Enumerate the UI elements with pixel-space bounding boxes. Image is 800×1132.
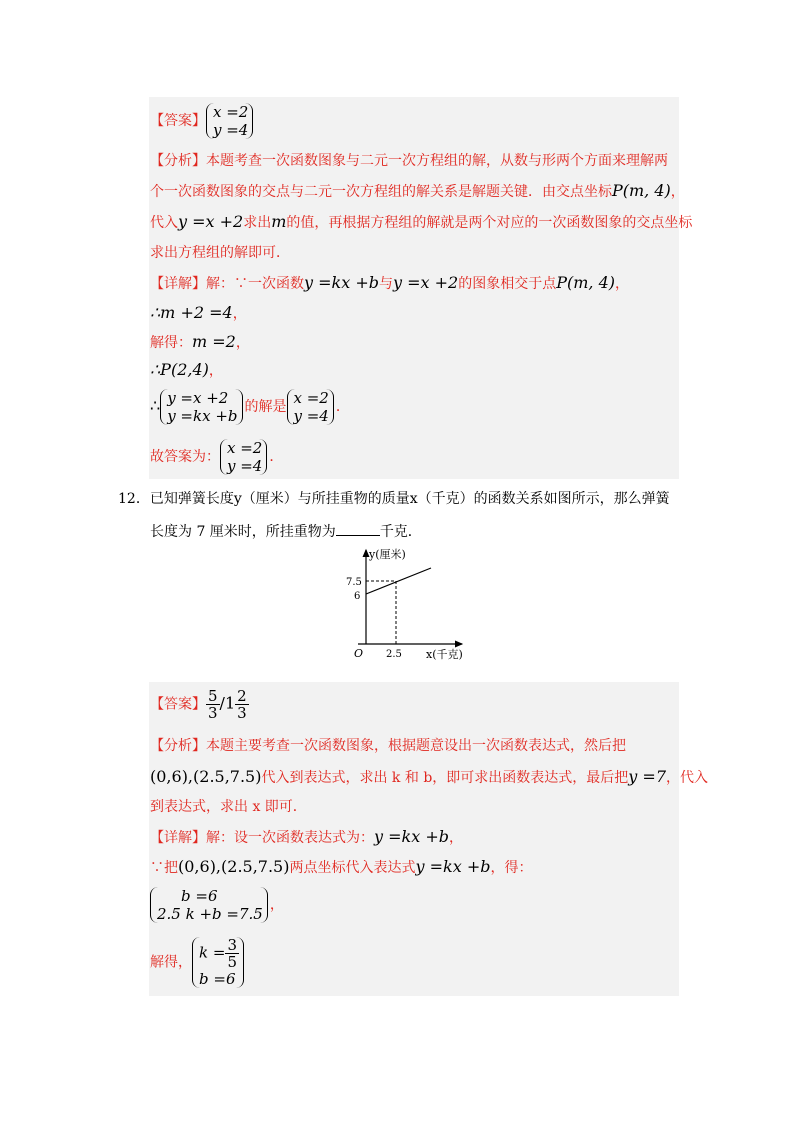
analysis-line-4: 求出方程组的解即可． [150,245,290,261]
detail-tag: 【详解】 [150,276,206,292]
answer-tag: 【答案】 [150,113,206,129]
x-tick-2-5: 2.5 [386,649,402,660]
q12-detail-line-1: 【详解】解：设一次函数表达式为：y =kx +b， [150,827,463,846]
question-12-line-1: 12．已知弹簧长度y（厘米）与所挂重物的质量x（千克）的函数关系如图所示，那么弹簧 [118,491,670,507]
answer-tag: 【答案】 [150,696,206,713]
function-graph [338,546,468,666]
detail-line-2: ∴m +2 =4， [150,303,247,322]
q12-analysis-line-1: 【分析】本题主要考查一次函数图象，根据题意设出一次函数表达式，然后把 [150,738,626,754]
final-answer-line: 故答案为： x =2 y =4 ． [150,439,284,475]
y-tick-7-5: 7.5 [346,577,362,588]
solution-system: k = $\frac{3}{5}$ b =6 [192,937,244,988]
system-solution: x =2 y =4 [287,389,334,425]
x-axis-label: x(千克) [426,648,463,661]
question-number: 12． [118,491,150,507]
answer-row-q11 [150,103,255,139]
detail-tag: 【详解】 [150,830,206,846]
answer-blank [336,521,380,536]
system-equations: y =x +2 y =kx +b [160,389,242,425]
answer-mixed-fraction: $\frac{2}{3}$ [237,687,247,722]
detail-line-3: 解得：m =2， [150,332,250,351]
q12-detail-line-3: b =6 2.5 k +b =7.5 ， [150,887,284,923]
function-line [366,568,431,594]
answer-row-q12: 【答案】 $\frac{5}{3}$ /1 $\frac{2}{3}$ [150,687,247,722]
detail-line-4: ∴P(2,4)， [150,360,223,379]
analysis-line-1: 【分析】本题考查一次函数图象与二元一次方程组的解，从数与形两个方面来理解两 [150,153,668,169]
answer-system: x =2 y =4 [206,103,253,139]
q12-analysis-line-2: (0,6),(2.5,7.5)代入到表达式，求出 k 和 b，即可求出函数表达式，最后把y =7，代入 [150,767,708,786]
q12-analysis-line-3: 到表达式，求出 x 即可． [150,799,307,815]
answer-fraction: $\frac{5}{3}$ [208,687,218,722]
question-12-line-2: 长度为 7 厘米时，所挂重物为 千克． [150,521,422,542]
detail-line-1: 【详解】解：∵一次函数y =kx +b与y =x +2的图象相交于点P(m, 4)， [150,273,629,292]
origin-label: O [354,647,364,660]
system-equations: b =6 2.5 k +b =7.5 [150,887,268,923]
detail-line-5: ∴ y =x +2 y =kx +b 的解是 x =2 y =4 ． [150,389,350,425]
analysis-tag: 【分析】 [150,153,206,169]
final-system: x =2 y =4 [220,439,267,475]
analysis-line-2: 个一次函数图象的交点与二元一次方程组的解关系是解题关键．由交点坐标P(m, 4)， [150,181,685,200]
q12-detail-line-2: ∵把(0,6),(2.5,7.5)两点坐标代入表达式y =kx +b，得： [150,857,533,876]
q12-detail-line-4: 解得， k = $\frac{3}{5}$ b =6 [150,937,246,988]
y-axis-label: y(厘米) [369,548,406,561]
analysis-tag: 【分析】 [150,738,206,754]
analysis-line-3: 代入y =x +2求出m的值，再根据方程组的解就是两个对应的一次函数图象的交点坐标 [150,212,693,231]
y-tick-6: 6 [354,591,361,602]
